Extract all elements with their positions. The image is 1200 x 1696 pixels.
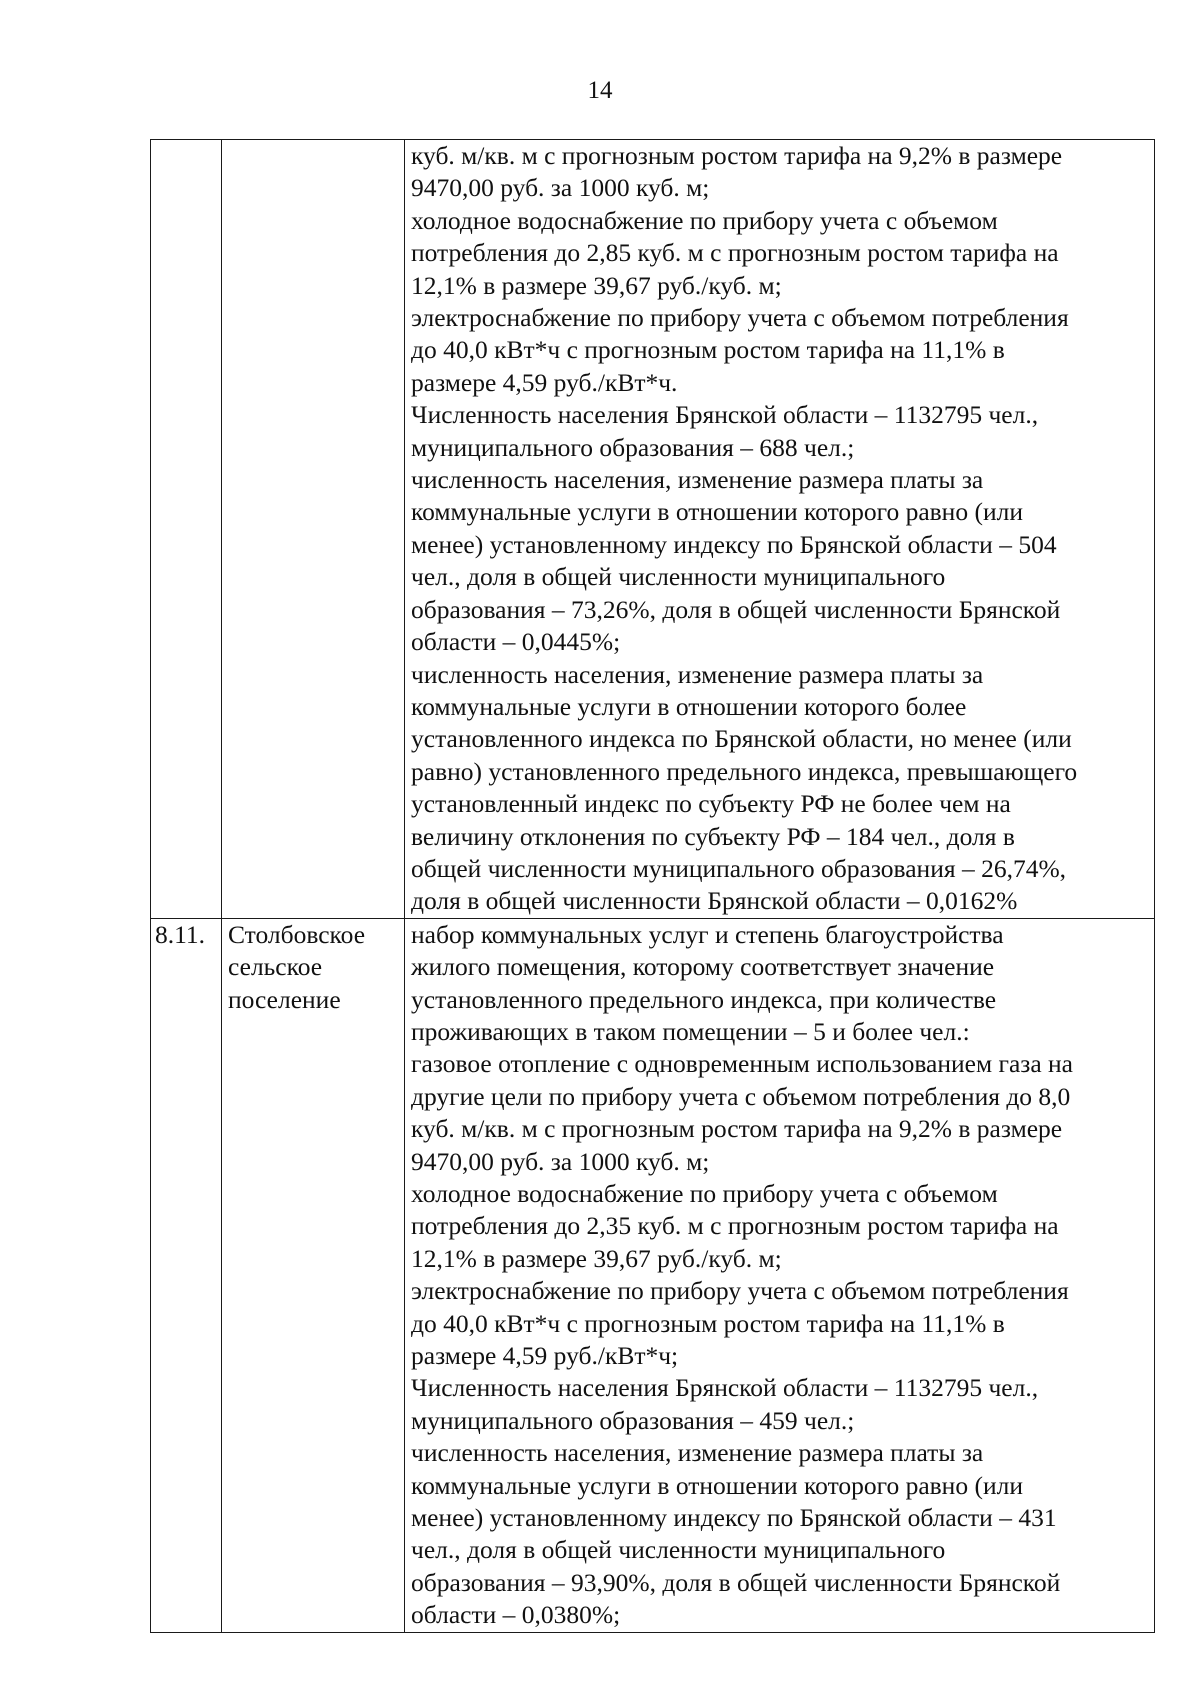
table-row-continuation (151, 140, 1155, 919)
text-line: установленного предельного индекса, при количестве (411, 984, 997, 1014)
text-line: поселение (228, 984, 341, 1014)
text-line: величину отклонения по субъекту РФ – 184 чел., доля в (411, 821, 1015, 851)
text-line: чел., доля в общей численности муниципального (411, 562, 946, 592)
text-line: 12,1% в размере 39,67 руб./куб. м; (411, 270, 782, 300)
text-line: газовое отопление с одновременным использованием газа на (411, 1049, 1074, 1079)
text-line: муниципального образования – 459 чел.; (411, 1405, 855, 1435)
text-line: численность населения, изменение размера платы за (411, 659, 984, 689)
row-number-cell (151, 140, 222, 919)
municipality-cell (222, 918, 405, 1632)
text-line: чел., доля в общей численности муниципального (411, 1535, 946, 1565)
page-number: 14 (587, 77, 613, 104)
text-line: коммунальные услуги в отношении которого равно (или (411, 497, 1023, 527)
text-line: потребления до 2,35 куб. м с прогнозным ростом тарифа на (411, 1211, 1059, 1241)
text-line: потребления до 2,85 куб. м с прогнозным ростом тарифа на (411, 238, 1059, 268)
text-line: установленный индекс по субъекту РФ не более чем на (411, 789, 1011, 819)
text-line: 12,1% в размере 39,67 руб./куб. м; (411, 1243, 782, 1273)
text-line: холодное водоснабжение по прибору учета с объемом (411, 205, 998, 235)
text-line: области – 0,0380%; (411, 1600, 621, 1630)
text-line: Численность населения Брянской области – 1132795 чел., (411, 400, 1039, 430)
text-line: электроснабжение по прибору учета с объемом потребления (411, 303, 1069, 333)
text-line: холодное водоснабжение по прибору учета с объемом (411, 1179, 998, 1208)
text-line: области – 0,0445%; (411, 627, 621, 657)
municipality-cell (222, 140, 405, 919)
text-line: численность населения, изменение размера платы за (411, 1438, 984, 1468)
text-line: равно) установленного предельного индекса, превышающего (411, 756, 1078, 786)
row-number-cell: 8.11. (151, 918, 222, 1632)
description-lines (411, 919, 1150, 1632)
description-lines (411, 140, 1150, 918)
text-line: менее) установленному индексу по Брянской области – 431 (411, 1503, 1057, 1533)
text-line: до 40,0 кВт*ч с прогнозным ростом тарифа на 11,1% в (411, 1308, 1005, 1338)
text-line: куб. м/кв. м с прогнозным ростом тарифа на 9,2% в размере (411, 1114, 1063, 1144)
text-line: куб. м/кв. м с прогнозным ростом тарифа на 9,2% в размере (411, 141, 1063, 170)
text-line: 9470,00 руб. за 1000 куб. м; (411, 173, 710, 203)
text-line: другие цели по прибору учета с объемом потребления до 8,0 (411, 1081, 1071, 1111)
text-line: Численность населения Брянской области – 1132795 чел., (411, 1373, 1039, 1403)
text-line: сельское (228, 952, 323, 982)
table-row-8-11 (151, 918, 1155, 1632)
text-line: жилого помещения, которому соответствует значение (411, 952, 995, 982)
text-line: коммунальные услуги в отношении которого равно (или (411, 1470, 1023, 1500)
text-line: размере 4,59 руб./кВт*ч. (411, 367, 678, 397)
text-line: до 40,0 кВт*ч с прогнозным ростом тарифа на 11,1% в (411, 335, 1005, 365)
text-line: проживающих в таком помещении – 5 и более чел.: (411, 1016, 970, 1046)
tariff-table (150, 139, 1155, 1633)
text-line: менее) установленному индексу по Брянской области – 504 (411, 529, 1057, 559)
text-line: общей численности муниципального образования – 26,74%, (411, 853, 1067, 883)
text-line: муниципального образования – 688 чел.; (411, 432, 855, 462)
text-line: 9470,00 руб. за 1000 куб. м; (411, 1146, 710, 1176)
text-line: образования – 93,90%, доля в общей численности Брянской (411, 1567, 1061, 1597)
description-cell (405, 918, 1155, 1632)
text-line: набор коммунальных услуг и степень благоустройства (411, 919, 1004, 949)
municipality-lines (228, 919, 400, 1016)
text-line: размере 4,59 руб./кВт*ч; (411, 1341, 679, 1371)
text-line: образования – 73,26%, доля в общей численности Брянской (411, 594, 1061, 624)
text-line: Столбовское (228, 919, 366, 949)
text-line: доля в общей численности Брянской области – 0,0162% (411, 886, 1018, 916)
text-line: численность населения, изменение размера платы за (411, 465, 984, 495)
text-line: установленного индекса по Брянской области, но менее (или (411, 724, 1072, 754)
description-cell (405, 140, 1155, 919)
text-line: электроснабжение по прибору учета с объемом потребления (411, 1276, 1069, 1306)
text-line: коммунальные услуги в отношении которого более (411, 691, 967, 721)
